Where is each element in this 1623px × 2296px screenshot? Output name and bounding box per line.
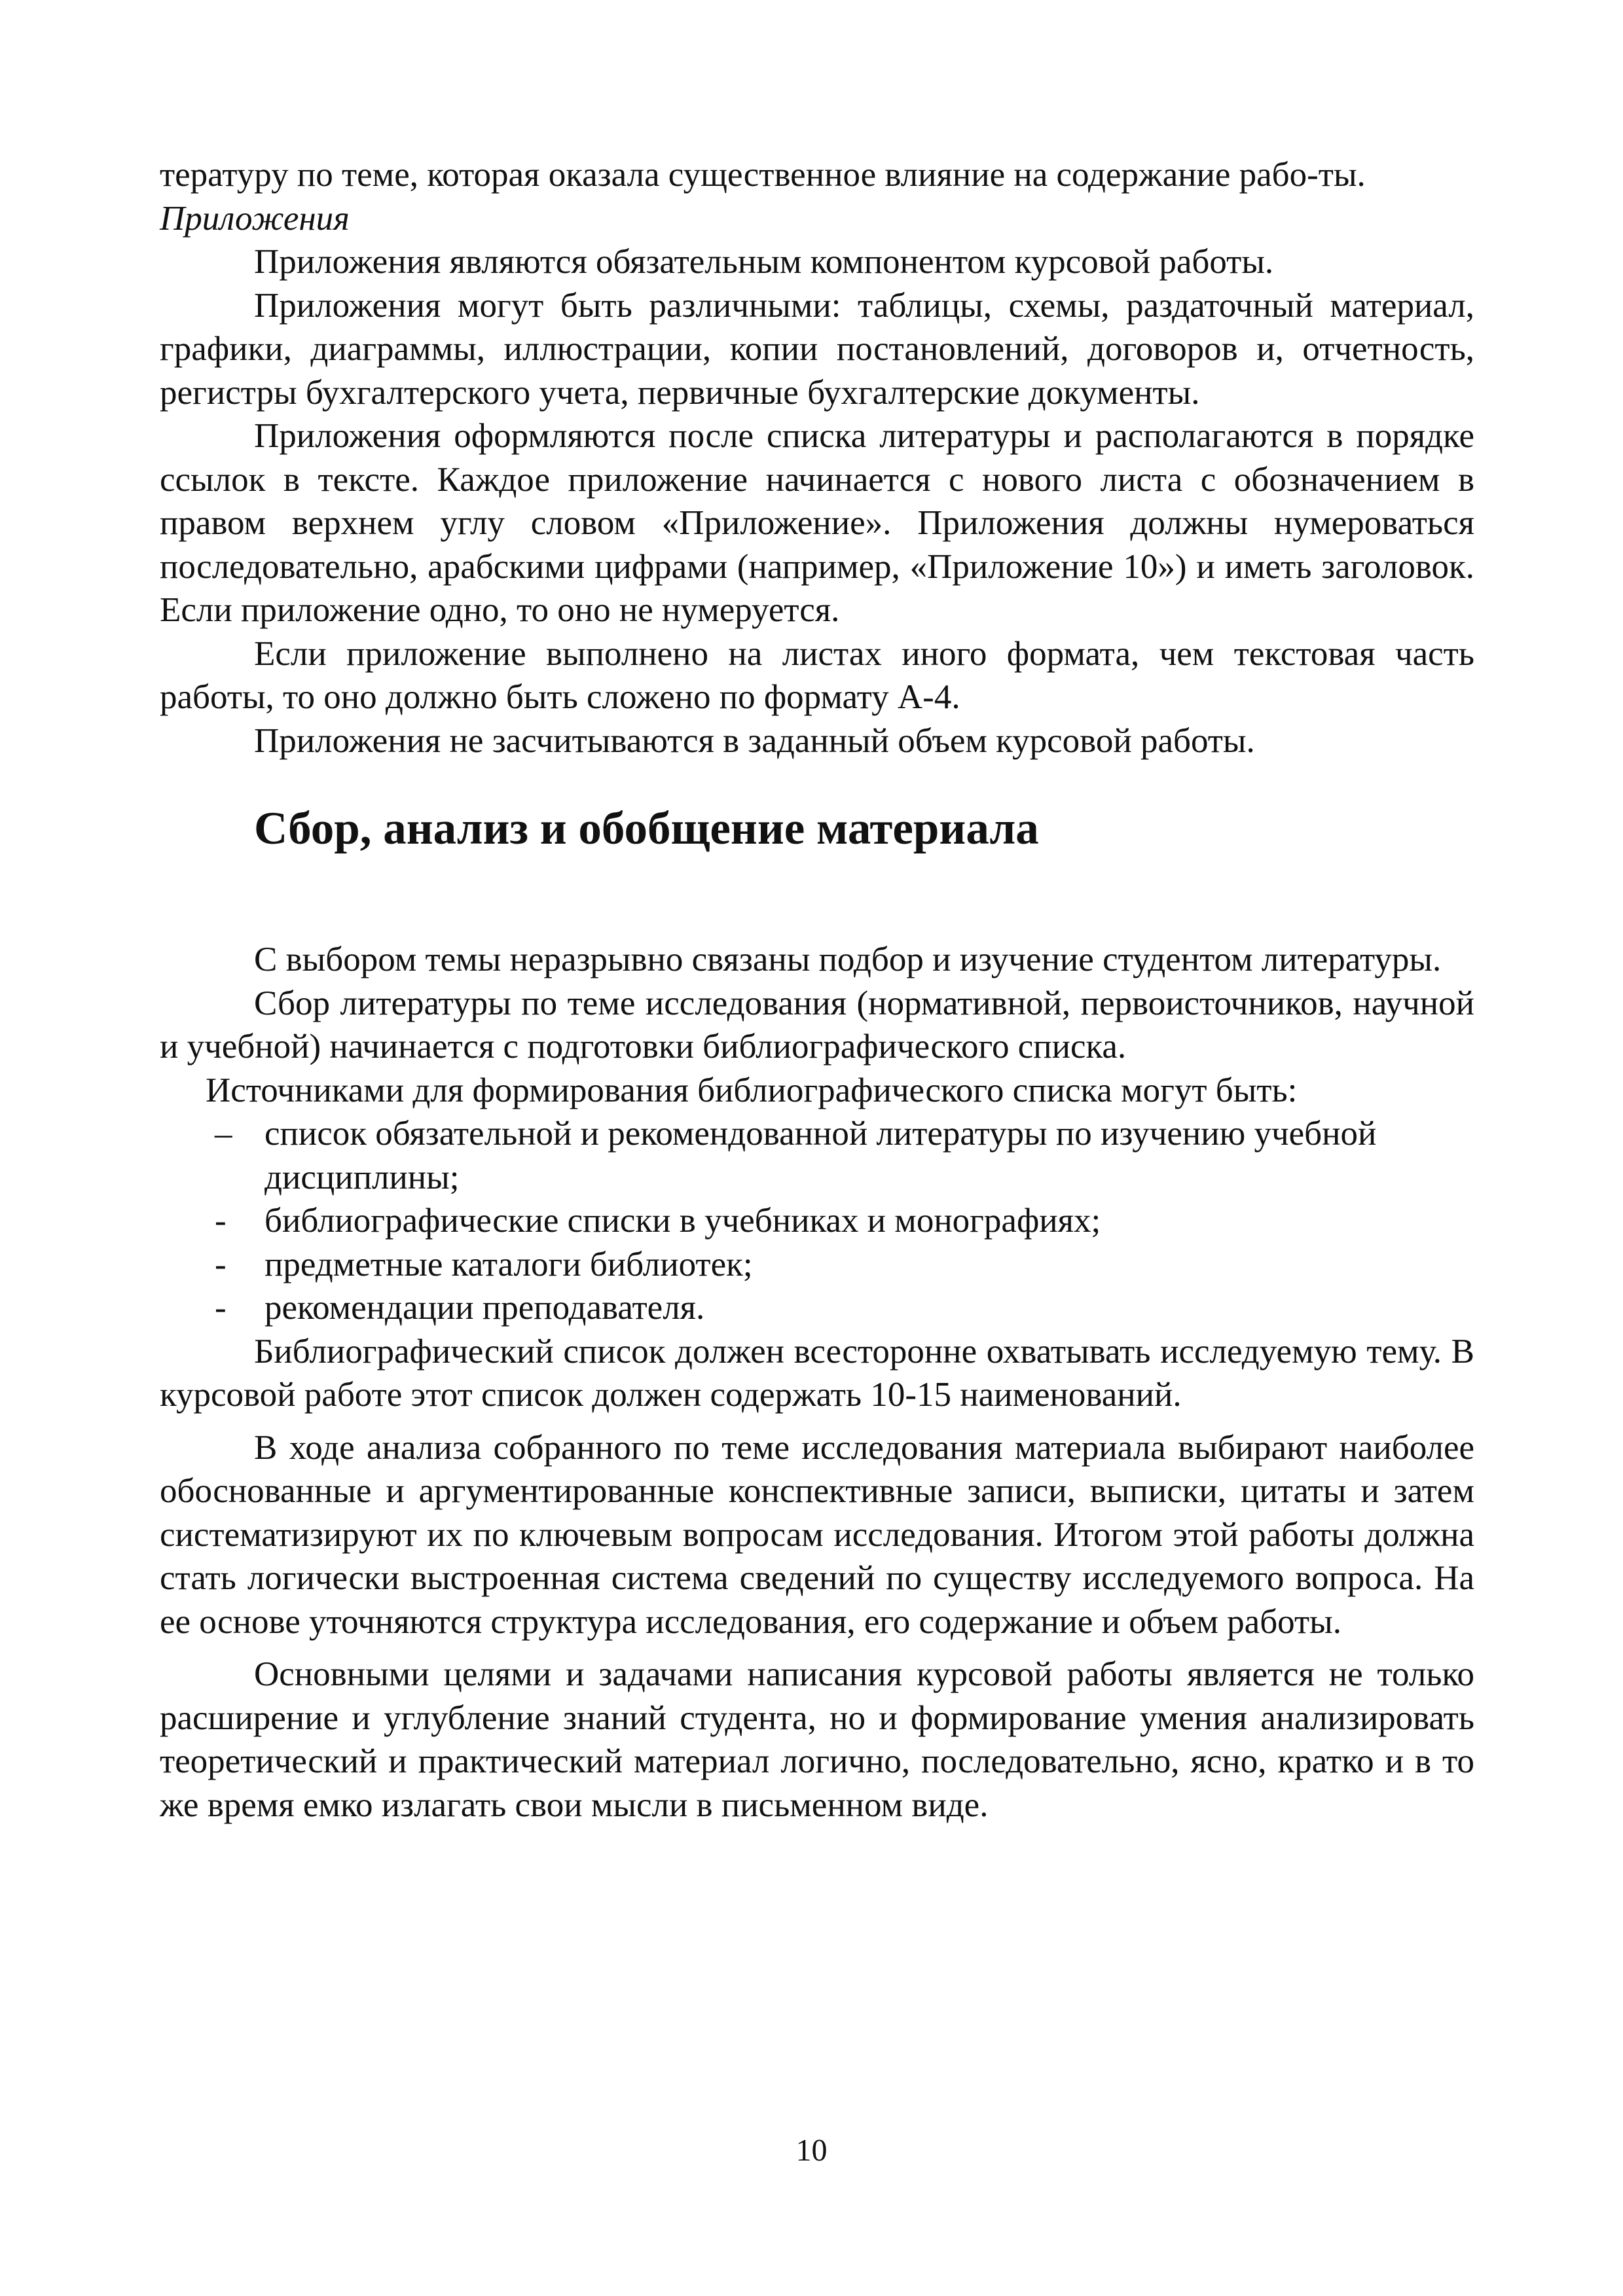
list-marker: -: [215, 1202, 227, 1240]
paragraph: Приложения не засчитываются в заданный объем курсовой работы.: [254, 721, 1255, 760]
paragraph: С выбором темы неразрывно связаны подбор и изучение студентом литературы.: [254, 941, 1442, 978]
paragraph: Приложения оформляются после списка литературы и располагаются в порядке ссылок в тексте. Каждое приложение начинается с нового листа с обозначением в правом верхнем углу словом «Приложение». Приложения должны нумероваться последовательно, арабскими цифрами (например, «Приложение 10») и иметь заголовок. Если приложение одно, то оно не нумеруется.: [160, 417, 1474, 629]
list-item-text: список обязательной и рекомендованной литературы по изучению учебной дисциплины;: [264, 1115, 1377, 1196]
paragraph-gap: [160, 1417, 1474, 1426]
paragraph-gap: [160, 1643, 1474, 1653]
paragraph: В ходе анализа собранного по теме исследования материала выбирают наиболее обоснованные и аргументированные конспективные записи, выписки, цитаты и затем систематизируют их по ключевым вопросам исследования. Итогом этой работы должна стать логически выстроенная система сведений по существу исследуемого вопроса. На ее основе уточняются структура исследования, его содержание и объем работы.: [160, 1428, 1474, 1641]
list-item: [160, 1199, 1474, 1243]
section-heading: Сбор, анализ и обобщение материала: [254, 803, 1039, 854]
list-item-text: рекомендации преподавателя.: [264, 1289, 705, 1327]
list-intro: Источниками для формирования библиографического списка могут быть:: [206, 1071, 1298, 1109]
list-item-text: библиографические списки в учебниках и монографиях;: [264, 1202, 1101, 1240]
paragraph: Библиографический список должен всесторонне охватывать исследуемую тему. В курсовой работе этот список должен содержать 10-15 наименований.: [160, 1332, 1474, 1414]
list-item: [160, 1112, 1474, 1199]
list-marker: -: [215, 1289, 227, 1327]
paragraph: Сбор литературы по теме исследования (нормативной, первоисточников, научной и учебной) начинается с подготовки библиографического списка.: [160, 984, 1474, 1066]
list-marker: –: [215, 1115, 232, 1153]
list-item-text: предметные каталоги библиотек;: [264, 1245, 753, 1283]
paragraph: Если приложение выполнено на листах иного формата, чем текстовая часть работы, то оно должно быть сложено по формату А-4.: [160, 634, 1474, 716]
paragraph-continuation: тературу по теме, которая оказала существенное влияние на содержание рабо-ты.: [160, 156, 1366, 194]
paragraph: Приложения могут быть различными: таблицы, схемы, раздаточный материал, графики, диаграммы, иллюстрации, копии постановлений, договоров и, отчетность, регистры бухгалтерского учета, первичные бухгалтерские документы.: [160, 286, 1474, 412]
paragraph: Приложения являются обязательным компонентом курсовой работы.: [254, 243, 1274, 281]
list-item: [160, 1243, 1474, 1287]
list-item: [160, 1286, 1474, 1330]
list-marker: -: [215, 1245, 227, 1283]
sources-list: [160, 1112, 1474, 1330]
page-number: 10: [795, 2133, 828, 2168]
subsection-title-appendices: Приложения: [160, 199, 350, 238]
page-content: [160, 153, 1474, 1827]
paragraph: Основными целями и задачами написания курсовой работы является не только расширение и углубление знаний студента, но и формирование умения анализировать теоретический и практический материал логично, последовательно, ясно, кратко и в то же время емко излагать свои мысли в письменном виде.: [160, 1655, 1474, 1824]
